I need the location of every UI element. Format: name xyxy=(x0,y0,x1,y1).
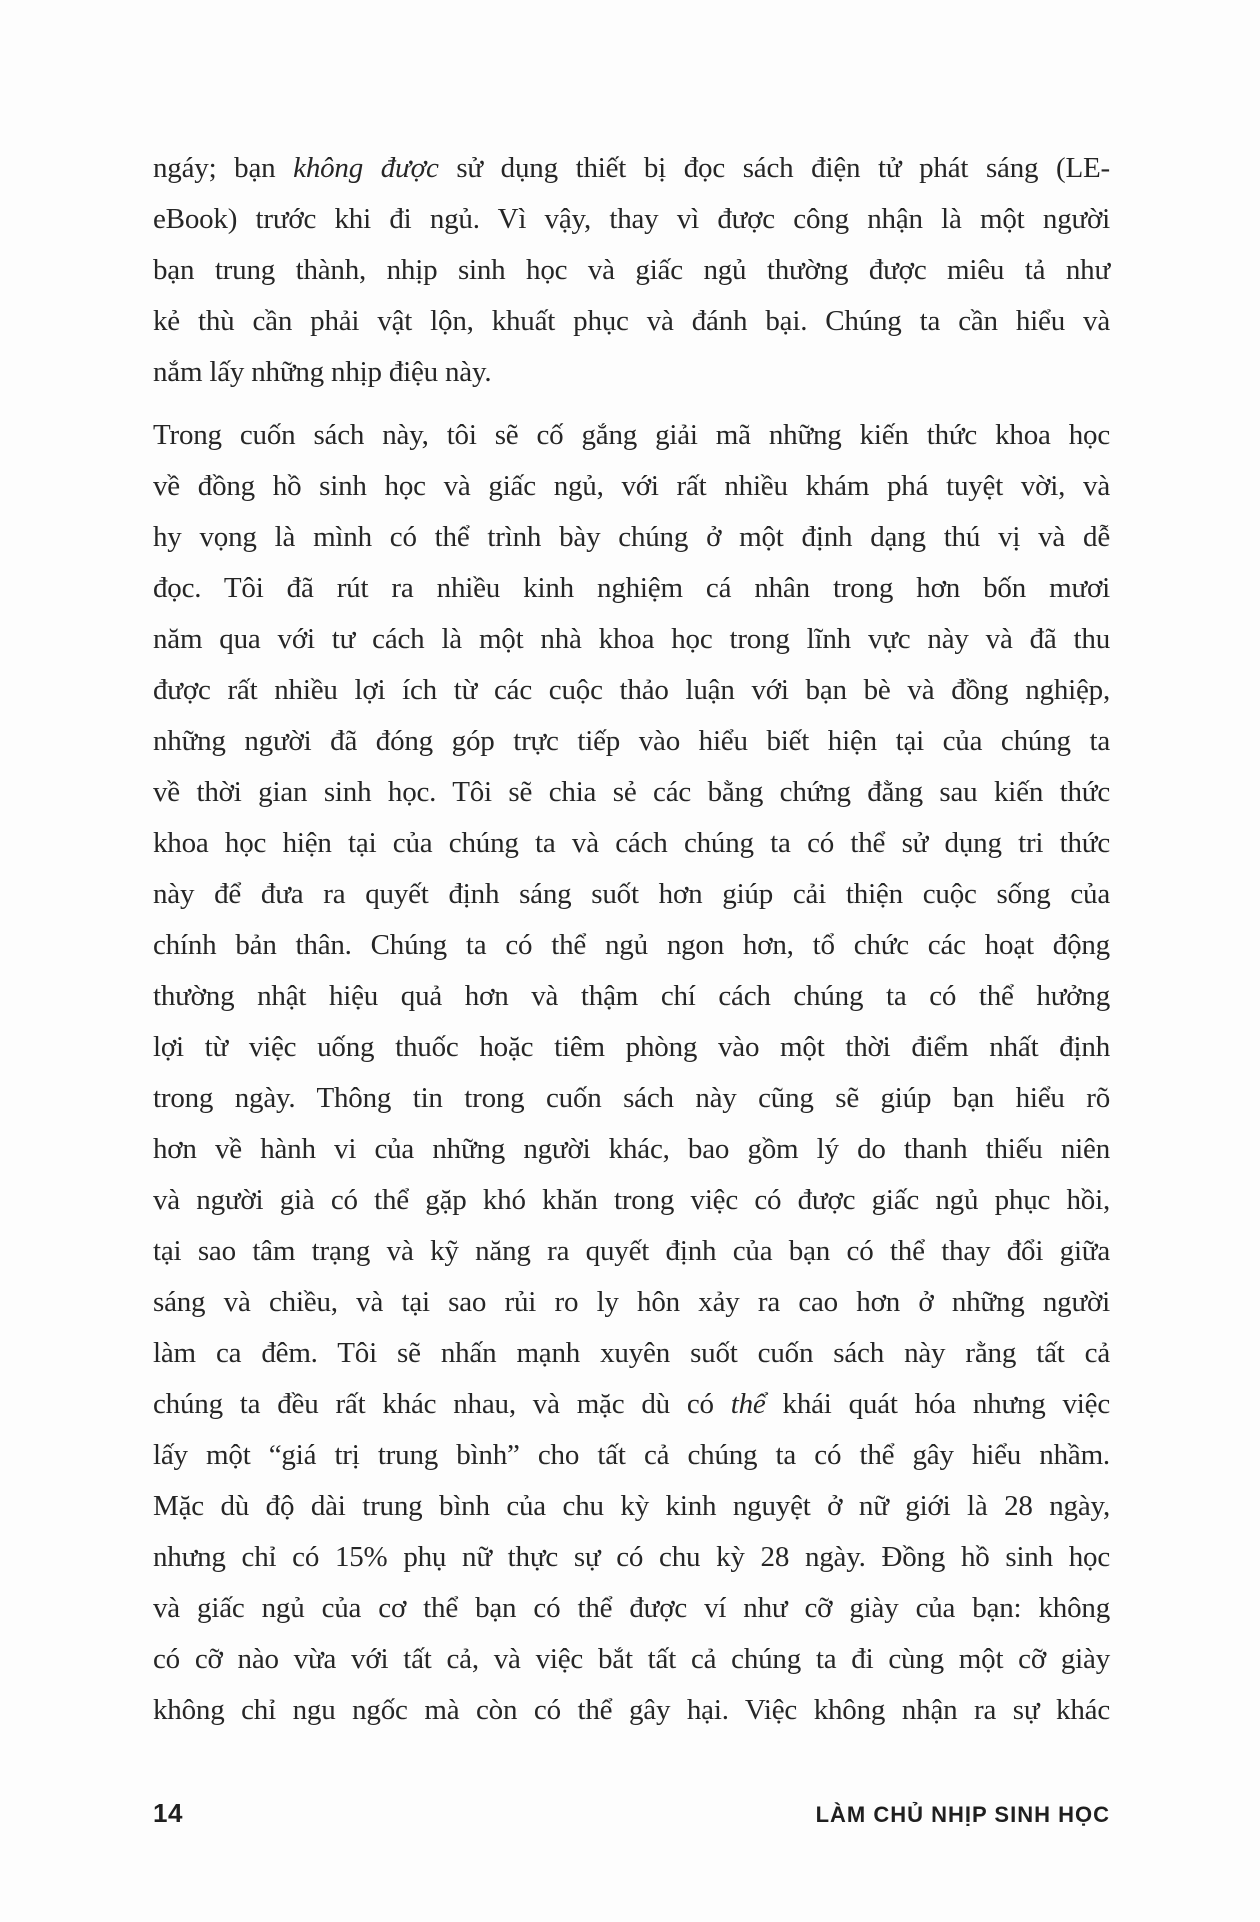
text-run: lấy một “giá trị trung bình” cho tất cả chúng ta có thể gây hiểu nhầm. xyxy=(153,1439,1110,1471)
text-run: được rất nhiều lợi ích từ các cuộc thảo luận với bạn bè và đồng nghiệp, xyxy=(153,674,1110,706)
page-number: 14 xyxy=(153,1798,183,1828)
text-run: Trong cuốn sách này, tôi sẽ cố gắng giải mã những kiến thức khoa học xyxy=(153,419,1110,451)
text-run: chính bản thân. Chúng ta có thể ngủ ngon hơn, tổ chức các hoạt động xyxy=(153,929,1110,961)
text-run: hơn về hành vi của những người khác, bao gồm lý do thanh thiếu niên xyxy=(153,1133,1110,1165)
text-line xyxy=(153,1328,1110,1379)
text-line xyxy=(153,512,1110,563)
paragraph-1 xyxy=(153,143,1110,398)
text-run: bạn trung thành, nhịp sinh học và giấc ngủ thường được miêu tả như xyxy=(153,254,1110,286)
text-line xyxy=(153,716,1110,767)
text-line xyxy=(153,194,1110,245)
text-line xyxy=(153,1022,1110,1073)
text-run: thường nhật hiệu quả hơn và thậm chí cách chúng ta có thể hưởng xyxy=(153,980,1110,1012)
text-run: lợi từ việc uống thuốc hoặc tiêm phòng vào một thời điểm nhất định xyxy=(153,1031,1110,1063)
running-title: LÀM CHỦ NHỊP SINH HỌC xyxy=(815,1802,1110,1827)
text-line xyxy=(153,665,1110,716)
text-line xyxy=(153,1430,1110,1481)
text-line xyxy=(153,1175,1110,1226)
text-run: kẻ thù cần phải vật lộn, khuất phục và đánh bại. Chúng ta cần hiểu và xyxy=(153,305,1110,337)
text-line xyxy=(153,1124,1110,1175)
text-line xyxy=(153,245,1110,296)
page-body-text xyxy=(153,143,1110,1736)
text-run: eBook) trước khi đi ngủ. Vì vậy, thay vì được công nhận là một người xyxy=(153,203,1110,235)
text-run: khoa học hiện tại của chúng ta và cách chúng ta có thể sử dụng tri thức xyxy=(153,827,1110,859)
italic-text-run: không được xyxy=(293,152,439,184)
text-run: đọc. Tôi đã rút ra nhiều kinh nghiệm cá nhân trong hơn bốn mươi xyxy=(153,572,1110,604)
text-run: làm ca đêm. Tôi sẽ nhấn mạnh xuyên suốt cuốn sách này rằng tất cả xyxy=(153,1337,1110,1369)
text-line xyxy=(153,920,1110,971)
text-run: và người già có thể gặp khó khăn trong việc có được giấc ngủ phục hồi, xyxy=(153,1184,1110,1216)
text-run: về thời gian sinh học. Tôi sẽ chia sẻ các bằng chứng đằng sau kiến thức xyxy=(153,776,1110,808)
text-run: sử dụng thiết bị đọc sách điện tử phát sáng (LE- xyxy=(438,152,1110,184)
text-run: nắm lấy những nhịp điệu này. xyxy=(153,356,492,388)
text-line xyxy=(153,410,1110,461)
text-run: hy vọng là mình có thể trình bày chúng ở một định dạng thú vị và dễ xyxy=(153,521,1110,553)
text-run: có cỡ nào vừa với tất cả, và việc bắt tất cả chúng ta đi cùng một cỡ giày xyxy=(153,1643,1110,1675)
text-run: không chỉ ngu ngốc mà còn có thể gây hại. Việc không nhận ra sự khác xyxy=(153,1694,1110,1726)
text-line xyxy=(153,296,1110,347)
text-run: năm qua với tư cách là một nhà khoa học trong lĩnh vực này và đã thu xyxy=(153,623,1110,655)
text-line xyxy=(153,1277,1110,1328)
text-line xyxy=(153,1583,1110,1634)
text-line xyxy=(153,767,1110,818)
text-line xyxy=(153,869,1110,920)
text-line xyxy=(153,1073,1110,1124)
text-line xyxy=(153,1685,1110,1736)
text-run: và giấc ngủ của cơ thể bạn có thể được ví như cỡ giày của bạn: không xyxy=(153,1592,1110,1624)
page-footer xyxy=(153,1798,1110,1829)
italic-text-run: thể xyxy=(730,1388,766,1420)
text-line xyxy=(153,614,1110,665)
text-line xyxy=(153,1481,1110,1532)
text-run: tại sao tâm trạng và kỹ năng ra quyết định của bạn có thể thay đổi giữa xyxy=(153,1235,1110,1267)
text-run: nhưng chỉ có 15% phụ nữ thực sự có chu kỳ 28 ngày. Đồng hồ sinh học xyxy=(153,1541,1110,1573)
text-line xyxy=(153,818,1110,869)
text-run: khái quát hóa nhưng việc xyxy=(765,1388,1111,1420)
paragraph-2 xyxy=(153,410,1110,1736)
text-line xyxy=(153,1634,1110,1685)
text-run: Mặc dù độ dài trung bình của chu kỳ kinh nguyệt ở nữ giới là 28 ngày, xyxy=(153,1490,1110,1522)
text-line xyxy=(153,563,1110,614)
text-run: này để đưa ra quyết định sáng suốt hơn giúp cải thiện cuộc sống của xyxy=(153,878,1110,910)
text-line xyxy=(153,347,1110,398)
text-line xyxy=(153,971,1110,1022)
text-line xyxy=(153,1532,1110,1583)
text-line xyxy=(153,1379,1110,1430)
text-run: ngáy; bạn xyxy=(153,152,294,184)
text-line xyxy=(153,143,1110,194)
text-run: chúng ta đều rất khác nhau, và mặc dù có xyxy=(153,1388,731,1420)
text-run: sáng và chiều, và tại sao rủi ro ly hôn xảy ra cao hơn ở những người xyxy=(153,1286,1110,1318)
text-run: trong ngày. Thông tin trong cuốn sách này cũng sẽ giúp bạn hiểu rõ xyxy=(153,1082,1110,1114)
text-run: những người đã đóng góp trực tiếp vào hiểu biết hiện tại của chúng ta xyxy=(153,725,1110,757)
text-line xyxy=(153,461,1110,512)
text-run: về đồng hồ sinh học và giấc ngủ, với rất nhiều khám phá tuyệt vời, và xyxy=(153,470,1110,502)
text-line xyxy=(153,1226,1110,1277)
